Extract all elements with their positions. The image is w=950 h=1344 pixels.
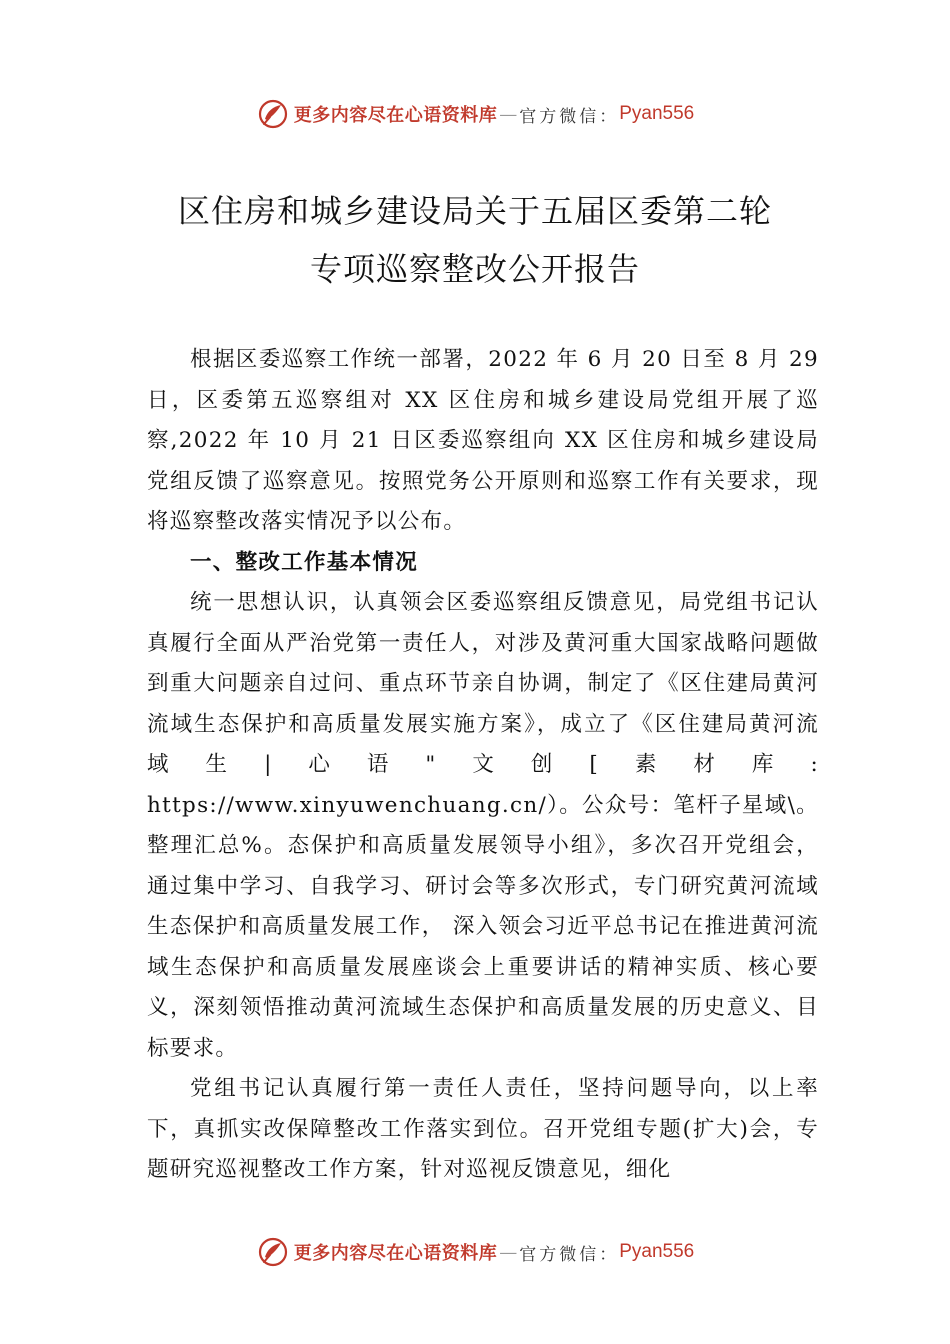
document-title [0, 182, 950, 298]
banner-wechat-id: Pyan556 [619, 1241, 695, 1262]
banner-main-text: 更多内容尽在心语资料库 [293, 1243, 498, 1264]
banner-main-text: 更多内容尽在心语资料库 [293, 105, 498, 126]
banner-wechat-id: Pyan556 [619, 103, 695, 124]
footer-banner [0, 1232, 950, 1272]
title-line-2: 专项巡察整改公开报告 [309, 250, 640, 288]
title-line-1: 区住房和城乡建设局关于五届区委第二轮 [177, 192, 772, 230]
paragraph-intro: 根据区委巡察工作统一部署，2022 年 6 月 20 日至 8 月 29 日，区委第五巡察组对 XX 区住房和城乡建设局党组开展了巡察,2022 年 10 月 21 日区委巡察组向 XX 区住房和城乡建设局党组反馈了巡察意见。按照党务公开原则和巡察工作有关要求，现将巡察整改落实情况予以公布。 [147, 347, 819, 534]
paragraph-thought: 统一思想认识，认真领会区委巡察组反馈意见，局党组书记认真履行全面从严治党第一责任人，对涉及黄河重大国家战略问题做到重大问题亲自过问、重点环节亲自协调，制定了《区住建局黄河流域生态保护和高质量发展实施方案》，成立了《区住建局黄河流域生|心语"文创[素材库: https://www.xinyuwenchuang.cn/）。公众号：笔杆子星域\。整理汇总%。态保护和高质量发展领导小组》，多次召开党组会，通过集中学习、自我学习、研讨会等多次形式，专门研究黄河流域生态保护和高质量发展工作， 深入领会习近平总书记在推进黄河流域生态保护和高质量发展座谈会上重要讲话的精神实质、核心要义，深刻领悟推动黄河流域生态保护和高质量发展的历史意义、目标要求。 [147, 590, 819, 1061]
header-banner [0, 94, 950, 134]
document-body [147, 340, 819, 1191]
section-heading-1: 一、整改工作基本情况 [190, 549, 419, 575]
banner-wechat-label: 官方微信： [519, 1244, 620, 1265]
pen-swirl-logo-icon [256, 97, 290, 131]
banner-dash: — [499, 1241, 518, 1263]
pen-swirl-logo-icon [256, 1235, 290, 1269]
banner-dash: — [499, 103, 518, 125]
banner-wechat-label: 官方微信： [519, 106, 620, 127]
paragraph-responsibility: 党组书记认真履行第一责任人责任，坚持问题导向，以上率下，真抓实改保障整改工作落实到位。召开党组专题(扩大)会，专题研究巡视整改工作方案，针对巡视反馈意见，细化 [147, 1076, 819, 1182]
